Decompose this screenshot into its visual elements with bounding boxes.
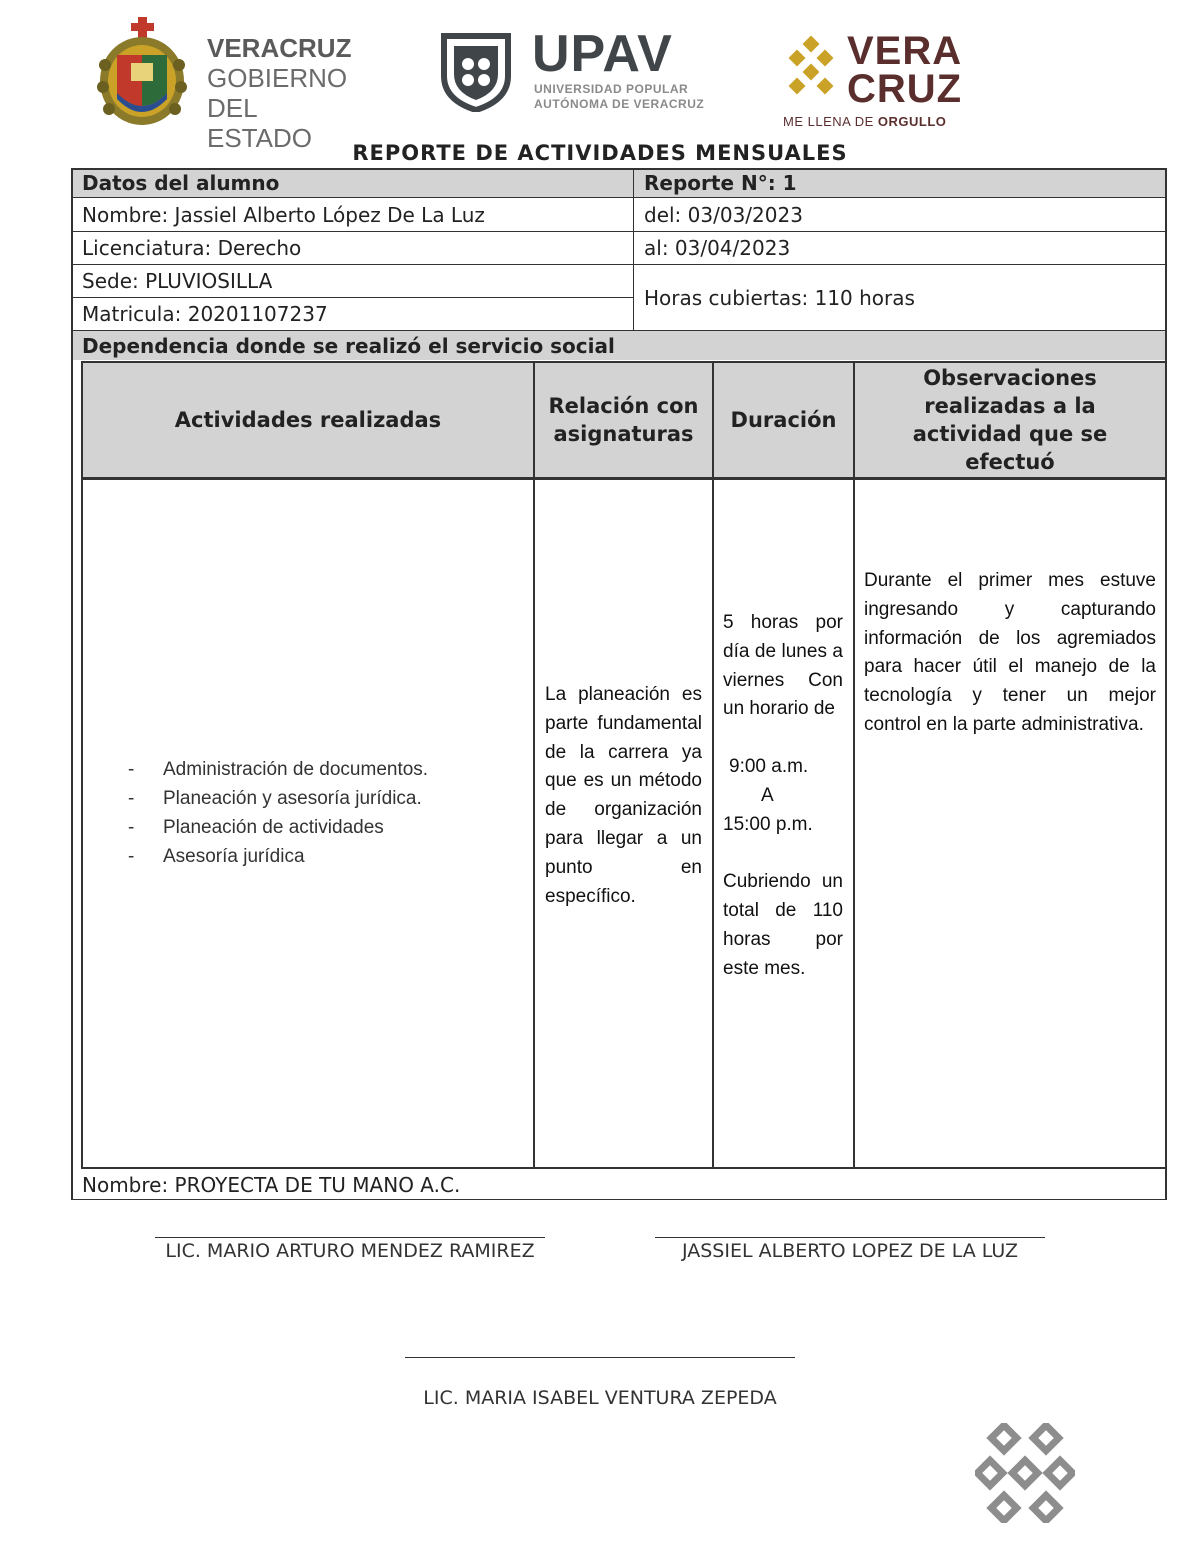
period-end: al: 03/04/2023 xyxy=(644,236,791,260)
veracruz-brand-logo xyxy=(783,28,963,133)
upav-logo-line1: UNIVERSIDAD POPULAR xyxy=(534,82,689,96)
veracruz-government-logo xyxy=(95,15,365,153)
document-title: REPORTE DE ACTIVIDADES MENSUALES xyxy=(352,141,848,165)
observations-text: Durante el primer mes estuve ingresando y capturando información de los agremiados para hacer útil el manejo de la tecnología y tener un mejor control en la parte administrativa. xyxy=(864,570,1156,735)
signature-right: JASSIEL ALBERTO LOPEZ DE LA LUZ xyxy=(681,1240,1018,1262)
degree: Licenciatura: Derecho xyxy=(82,236,302,260)
enrollment-number: Matricula: 20201107237 xyxy=(82,302,328,326)
hours-covered: Horas cubiertas: 110 horas xyxy=(644,285,915,310)
list-item: - Planeación de actividades xyxy=(128,817,384,838)
veracruz-tagline-b: ORGULLO xyxy=(877,114,947,129)
column-activities: Actividades realizadas xyxy=(83,363,533,477)
duration-paragraph-1: 5 horas por día de lunes a viernes Con un horario de xyxy=(723,612,843,720)
dependency-name: Nombre: PROYECTA DE TU MANO A.C. xyxy=(82,1173,461,1197)
gov-logo-line1: VERACRUZ xyxy=(207,33,352,63)
column-relation: Relación con asignaturas xyxy=(535,363,712,477)
upav-shield-icon xyxy=(440,30,512,112)
gov-logo-line2: GOBIERNO xyxy=(207,63,348,93)
veracruz-logo-line2: CRUZ xyxy=(847,67,963,111)
coat-of-arms-icon xyxy=(95,15,190,130)
signature-left: LIC. MARIO ARTURO MENDEZ RAMIREZ xyxy=(165,1240,535,1262)
list-item: - Administración de documentos. xyxy=(128,759,429,780)
upav-logo-line2: AUTÓNOMA DE VERACRUZ xyxy=(534,97,705,111)
student-header: Datos del alumno xyxy=(72,169,634,197)
duration-text xyxy=(723,609,843,983)
veracruz-logo-line1: VERA xyxy=(847,29,963,73)
campus: Sede: PLUVIOSILLA xyxy=(82,269,273,293)
upav-logo-name: UPAV xyxy=(532,25,673,83)
list-item: - Asesoría jurídica xyxy=(128,846,305,867)
column-duration: Duración xyxy=(714,363,853,477)
duration-end: 15:00 p.m. xyxy=(723,813,813,835)
activities-list xyxy=(128,755,523,871)
student-name: Nombre: Jassiel Alberto López De La Luz xyxy=(82,202,485,227)
list-item: - Planeación y asesoría jurídica. xyxy=(128,788,422,809)
signature-bottom: LIC. MARIA ISABEL VENTURA ZEPEDA xyxy=(423,1387,777,1409)
duration-start: 9:00 a.m. xyxy=(729,755,809,777)
relation-text: La planeación es parte fundamental de la carrera ya que es un método de organización para llegar a un punto en específico. xyxy=(545,684,702,907)
upav-logo xyxy=(440,25,710,120)
veracruz-tagline-a: ME LLENA DE xyxy=(783,114,878,129)
veracruz-knot-icon xyxy=(783,36,841,98)
column-observations: Observaciones realizadas a la actividad que se efectuó xyxy=(855,363,1165,477)
report-number: Reporte N°: 1 xyxy=(634,169,1166,197)
knot-watermark-icon xyxy=(975,1423,1075,1523)
dependency-header: Dependencia donde se realizó el servicio social xyxy=(72,331,1166,360)
duration-separator: A xyxy=(761,784,774,806)
duration-paragraph-2: Cubriendo un total de 110 horas por este mes. xyxy=(723,871,843,979)
gov-logo-line3: DEL ESTADO xyxy=(207,93,312,153)
period-start: del: 03/03/2023 xyxy=(644,202,803,227)
